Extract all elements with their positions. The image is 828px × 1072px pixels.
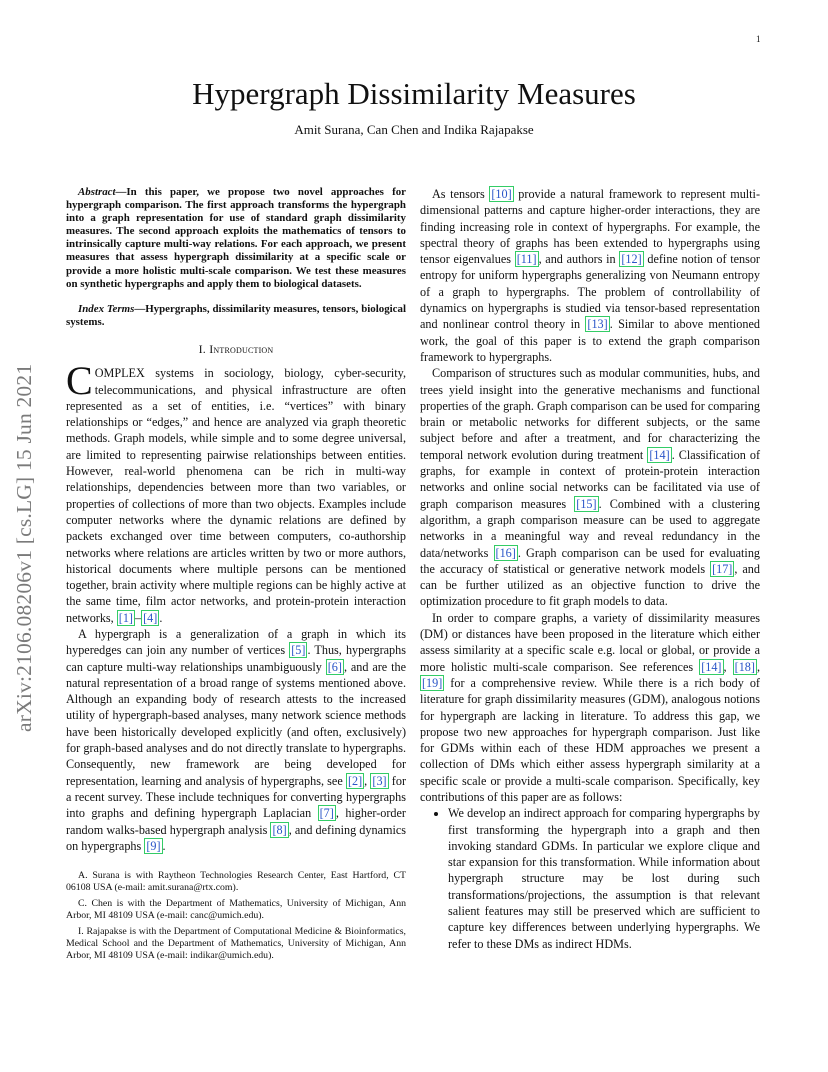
citation-link[interactable]: [17] — [712, 561, 733, 576]
citation-link[interactable]: [8] — [272, 822, 287, 837]
citation-link[interactable]: [7] — [319, 806, 334, 821]
paper-authors: Amit Surana, Can Chen and Indika Rajapakse — [294, 122, 534, 137]
footnote: I. Rajapakse is with the Department of Computational Medicine & Bioinformatics, Medical School and the Department of Mathematics, University of Michigan, Ann Arbor, MI 48109 USA (e-mail: indikar@umich.edu). — [66, 926, 406, 962]
citation-link[interactable]: [14] — [649, 447, 670, 462]
index-terms-label: Index Terms — [78, 302, 135, 315]
abstract-label: Abstract — [78, 186, 116, 198]
footnote: C. Chen is with the Department of Mathematics, University of Michigan, Ann Arbor, MI 48109 USA (e-mail: canc@umich.edu). — [66, 898, 406, 922]
intro-paragraph-2: A hypergraph is a generalization of a graph in which its hyperedges can join any number of vertices [5] . Thus, hypergraphs can capture multi-way relationships unambiguously [6] , and are the natural representation of a broad range of systems mentioned above. Although an expanding body of research attests to the increased utility of hypergraph-based analyses, many network science methods have been historically developed explicitly (and often, exclusively) for graph-based analyses and do not directly translate to hypergraphs. Consequently, new framework are being developed for representation, learning and analysis of hypergraphs, see [2] , [3] for a recent survey. These include techniques for converting hypergraphs into graphs and defining hypergraph Laplacian [7] , higher-order random walks-based hypergraph analysis [8] , and defining dynamics on hypergraphs [9] . — [66, 626, 407, 853]
index-terms-text: —Hypergraphs, dissimilarity measures, tensors, biological systems. — [66, 302, 406, 328]
index-terms — [66, 303, 406, 329]
contribution-item: • We develop an indirect approach for comparing hypergraphs by first transforming the hypergraph into a graph and then invoking standard GDMs. In particular we explore clique and star expansion for this transformation. While information about hypergraph structure may be lost during such transformations/projections, the assumption is that relevant salient features may still be preserved which are sufficient to capture key differences between underlying hypergraphs. We refer to these DMs as indirect HDMs. — [448, 805, 760, 952]
section-number: I. — [198, 341, 207, 356]
abstract-text: —In this paper, we propose two novel approaches for hypergraph comparison. The first approach transforms the hypergraph into a graph representation for use of standard graph dissimilarity measures. The second approach exploits the mathematics of tensors to intrinsically capture multi-way relations. For each approach, we present measures that assess hypergraph dissimilarity at a specific scale or provide a more holistic multi-scale comparison. We test these measures on synthetic hypergraphs and apply them to biological datasets. — [66, 186, 406, 290]
citation-link[interactable]: [11] — [516, 252, 537, 267]
citation-link[interactable]: [9] — [146, 838, 161, 853]
citation-link[interactable]: [10] — [491, 187, 512, 201]
right-column — [420, 186, 760, 952]
citation-link[interactable]: [13] — [587, 317, 608, 332]
paper-title: Hypergraph Dissimilarity Measures — [192, 76, 636, 111]
body-paragraph: In order to compare graphs, a variety of dissimilarity measures (DM) or distances have been proposed in the literature which either assess similarity at a specific scale e.g. local or global, or provide a more holistic multi-scale comparison. See references [14] , [18] , [19] for a comprehensive review. While there is a rich body of literature for graph dissimilarity measures (GDM), analogous notions for hypergraph are lacking in literature. To address this gap, we propose two new approaches for hypergraph comparison. Just like for GDMs within each of these HDM approaches we present a collection of DMs which either assess hypergraph similarity at a specific scale or provide a multi-scale comparison. Specifically, key contributions of this paper are as follows: — [420, 610, 760, 804]
section-title: Introduction — [209, 341, 274, 356]
abstract — [66, 186, 406, 291]
citation-link[interactable]: [12] — [621, 252, 642, 267]
citation-link[interactable]: [5] — [291, 643, 306, 658]
drop-cap: C — [66, 358, 93, 404]
arxiv-identifier: arXiv:2106.08206v1 [cs.LG] 15 Jun 2021 — [12, 363, 36, 732]
intro-paragraph-1: COMPLEX systems in sociology, biology, cyber-security, telecommunications, and physical infrastructure are often represented as a set of entities, i.e. “vertices” with binary relationships or “edges,” and hence are analyzed via graph theoretic methods. Graph models, while simple and to some degree universal, are limited to representing pairwise relationships between entities. However, real-world phenomena can be rich in multi-way relationships, dependencies between more than two variables, or properties of collections of more than two objects. Examples include computer networks where the dynamic relations are defined by packets exchanged over time between computers, co-authorship networks where relations are articles written by two or more authors, historical documents where multiple persons can be mentioned together, brain activity where multiple regions can be highly active at the same time, film actor networks, and protein-protein interaction networks, [1] – [4] . — [66, 358, 406, 625]
body-paragraph: As tensors [10] provide a natural framework to represent multi-dimensional patterns and capture higher-order interactions, they are finding increasing role in context of hypergraphs. For example, the spectral theory of graphs has been extended to hypergraphs using tensor eigenvalues [11] , and authors in [12] define notion of tensor entropy for uniform hypergraphs generalizing von Neumann entropy of a graph to hypergraphs. The problem of controllability of dynamics on hypergraphs is studied via tensor-based representation and nonlinear control theory in [13] . Similar to above mentioned work, the goal of this paper is to extend the graph comparison framework to hypergraphs. — [420, 187, 761, 364]
citation-link[interactable]: [3] — [372, 773, 387, 788]
author-footnotes — [66, 870, 406, 962]
section-heading-introduction — [66, 341, 406, 357]
page-number: 1 — [756, 34, 761, 44]
citation-link[interactable]: [4] — [143, 610, 158, 625]
citation-link[interactable]: [14] — [701, 659, 722, 674]
citation-link[interactable]: [6] — [327, 659, 342, 674]
citation-link[interactable]: [15] — [576, 496, 597, 511]
citation-link[interactable]: [16] — [495, 545, 516, 560]
left-column — [66, 186, 406, 966]
citation-link[interactable]: [19] — [422, 675, 443, 690]
footnote: A. Surana is with Raytheon Technologies Research Center, East Hartford, CT 06108 USA (e-mail: amit.surana@rtx.com). — [66, 870, 406, 894]
body-paragraph: Comparison of structures such as modular communities, hubs, and trees yield insight into the generative mechanisms and functional properties of the graph. Graph comparison can be used for comparing brain or metabolic networks for different subjects, or the same subject before and after a treatment, and for characterizing the temporal network evolution during treatment [14] . Classification of graphs, for example in context of protein-protein interaction networks and online social networks can be facilitated via use of graph comparison measures [15] . Combined with a clustering algorithm, a graph comparison measure can be used to aggregate networks in a meaningful way and reveal redundancy in the data/networks [16] . Graph comparison can be used for evaluating the accuracy of statistical or generative network models [17] , and can be further utilized as an objective function to drive the optimization procedure to fit graph models to data. — [420, 366, 761, 609]
contributions-list — [420, 805, 760, 952]
citation-link[interactable]: [2] — [347, 773, 363, 788]
citation-link[interactable]: [18] — [734, 659, 755, 674]
citation-link[interactable]: [1] — [118, 610, 133, 625]
